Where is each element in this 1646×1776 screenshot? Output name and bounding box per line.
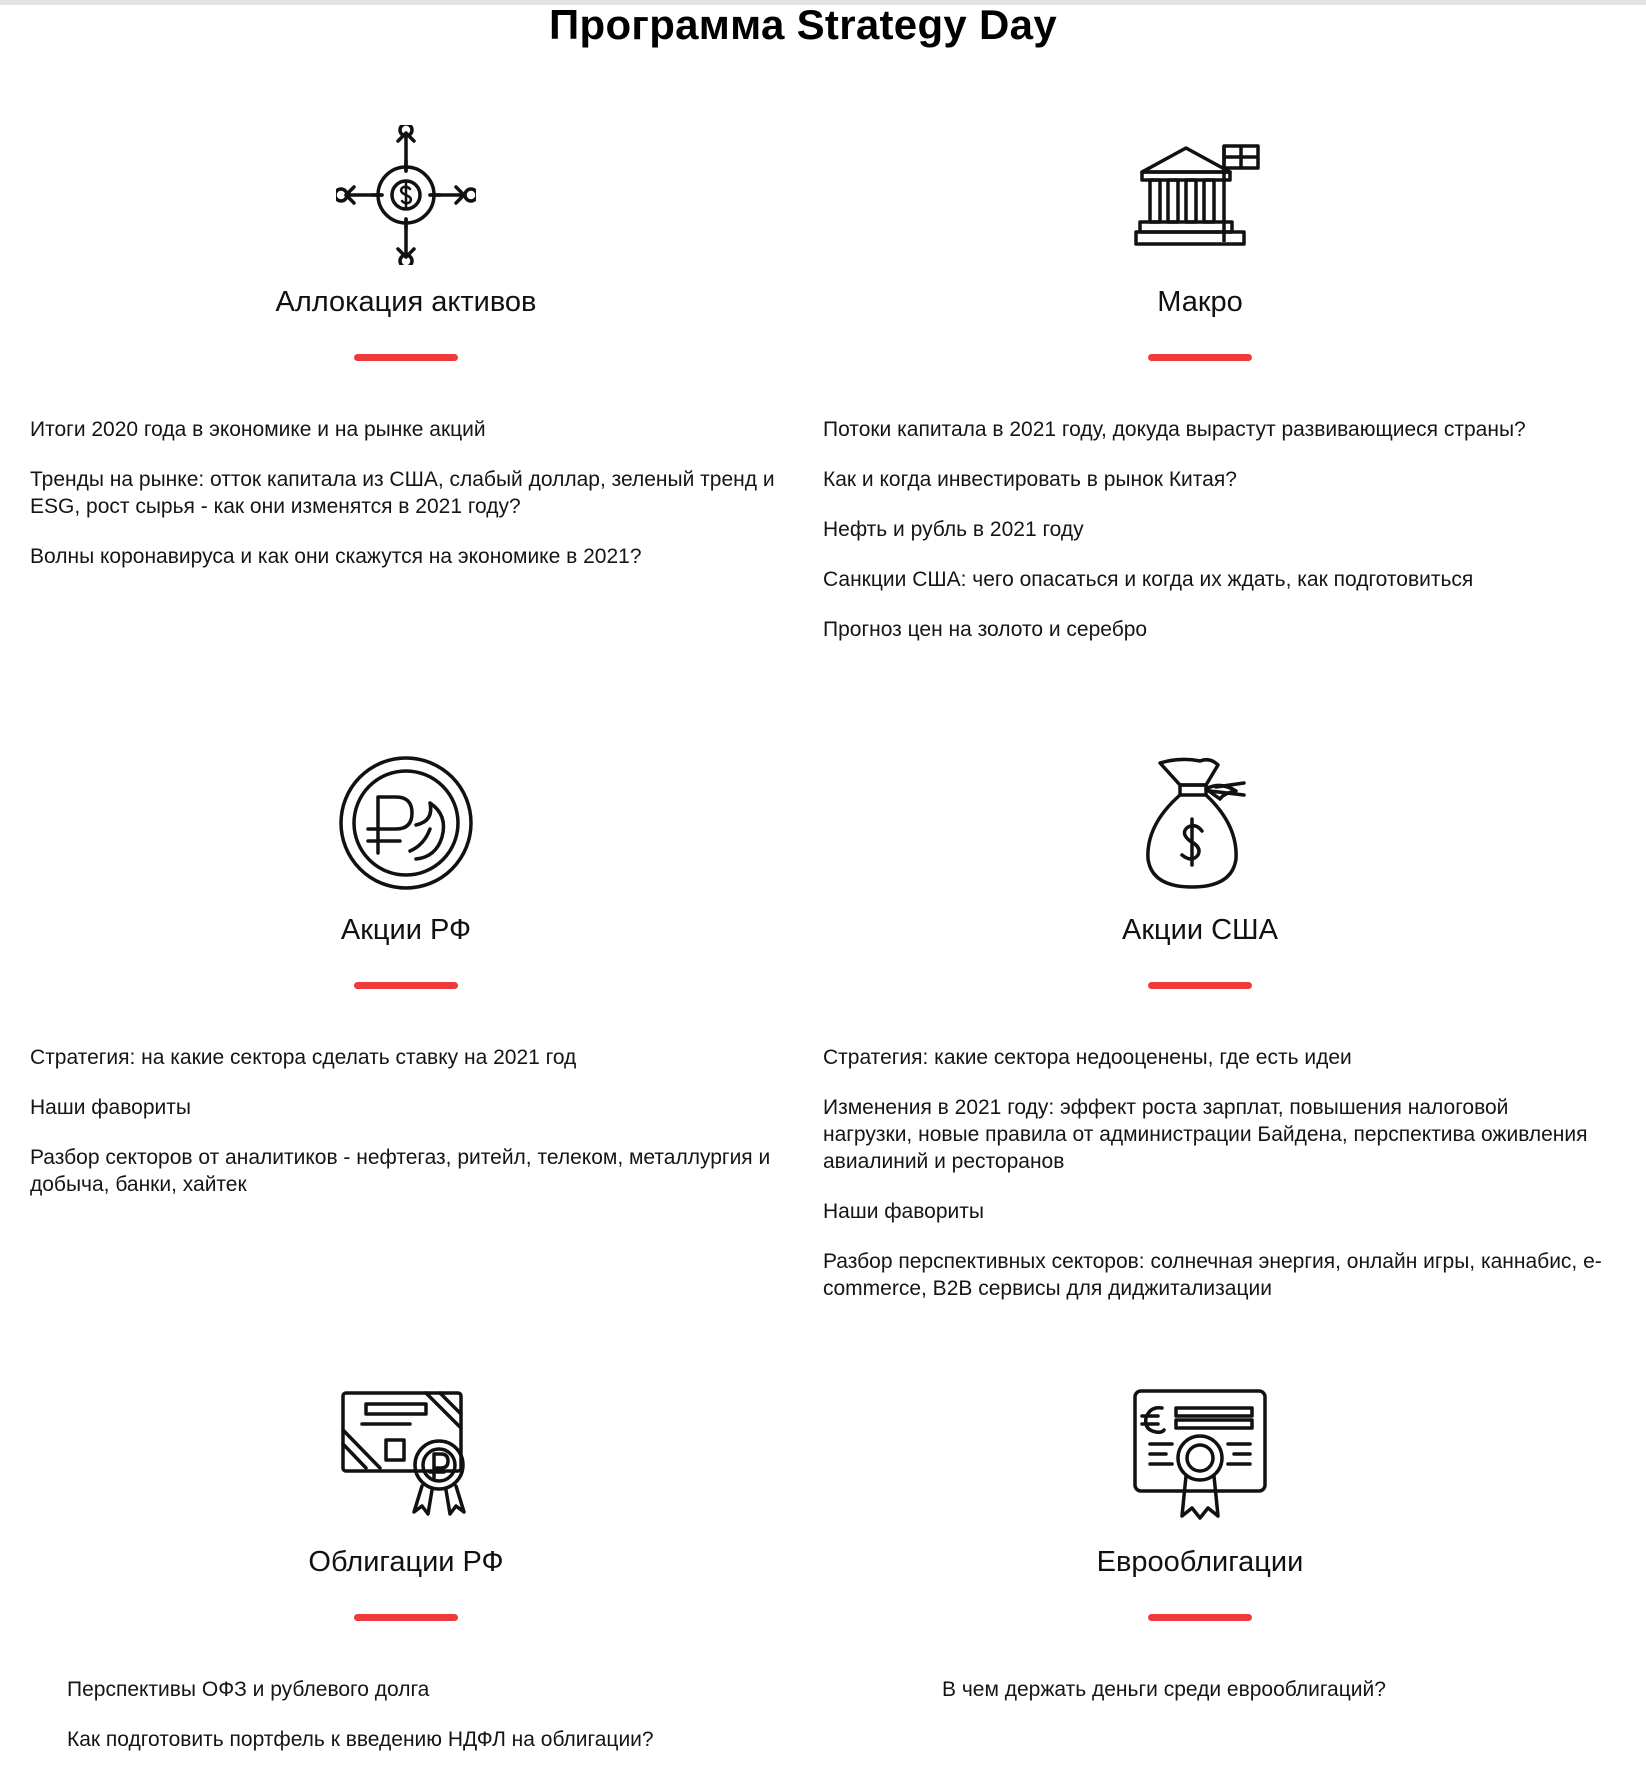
accent-underline	[354, 1614, 458, 1621]
ruble-bond-certificate-icon	[340, 1390, 472, 1518]
accent-underline	[1148, 1614, 1252, 1621]
list-item: Изменения в 2021 году: эффект роста зарплат, повышения налоговой нагрузки, новые правила от администрации Байдена, перспектива оживления авиалиний и ресторанов	[823, 1096, 1588, 1173]
list-item: Волны коронавируса и как они скажутся на экономике в 2021?	[30, 545, 642, 568]
money-bag-icon	[1140, 755, 1256, 891]
list-item: Как и когда инвестировать в рынок Китая?	[823, 468, 1237, 491]
topic-list	[30, 1044, 790, 1221]
list-item: Наши фавориты	[823, 1200, 984, 1223]
accent-underline	[354, 982, 458, 989]
list-item: Нефть и рубль в 2021 году	[823, 518, 1084, 541]
topic-list	[823, 1044, 1603, 1325]
accent-underline	[1148, 982, 1252, 989]
section-title: Аллокация активов	[275, 286, 537, 318]
list-item: Разбор перспективных секторов: солнечная энергия, онлайн игры, каннабис, e-commerce, B2B сервисы для диджитализации	[823, 1250, 1602, 1300]
accent-underline	[1148, 354, 1252, 361]
section-title: Облигации РФ	[308, 1546, 504, 1578]
list-item: Потоки капитала в 2021 году, докуда вырастут развивающиеся страны?	[823, 418, 1526, 441]
list-item: В чем держать деньги среди еврооблигаций?	[942, 1678, 1386, 1701]
page-title: Программа Strategy Day	[549, 1, 1057, 48]
ruble-coin-icon	[338, 755, 474, 891]
topic-list	[823, 416, 1603, 666]
list-item: Как подготовить портфель к введению НДФЛ на облигации?	[67, 1728, 654, 1751]
section-title: Еврооблигации	[1096, 1546, 1304, 1578]
list-item: Перспективы ОФЗ и рублевого долга	[67, 1678, 430, 1701]
topic-list	[67, 1676, 807, 1776]
government-building-icon	[1134, 140, 1264, 252]
section-title: Макро	[1157, 286, 1243, 318]
list-item: Прогноз цен на золото и серебро	[823, 618, 1148, 641]
topic-list	[942, 1676, 1592, 1726]
list-item: Итоги 2020 года в экономике и на рынке акций	[30, 418, 486, 441]
accent-underline	[354, 354, 458, 361]
topic-list	[30, 416, 790, 593]
list-item: Стратегия: на какие сектора сделать ставку на 2021 год	[30, 1046, 577, 1069]
euro-bond-certificate-icon	[1132, 1388, 1268, 1524]
list-item: Санкции США: чего опасаться и когда их ждать, как подготовиться	[823, 568, 1474, 591]
list-item: Разбор секторов от аналитиков - нефтегаз, ритейл, телеком, металлургия и добыча, банки, хайтек	[30, 1146, 771, 1196]
section-title: Акции РФ	[340, 914, 472, 946]
asset-allocation-icon	[336, 125, 476, 265]
list-item: Тренды на рынке: отток капитала из США, слабый доллар, зеленый тренд и ESG, рост сырья - как они изменятся в 2021 году?	[30, 468, 775, 518]
section-title: Акции США	[1122, 914, 1278, 946]
list-item: Наши фавориты	[30, 1096, 191, 1119]
list-item: Стратегия: какие сектора недооценены, где есть идеи	[823, 1046, 1352, 1069]
